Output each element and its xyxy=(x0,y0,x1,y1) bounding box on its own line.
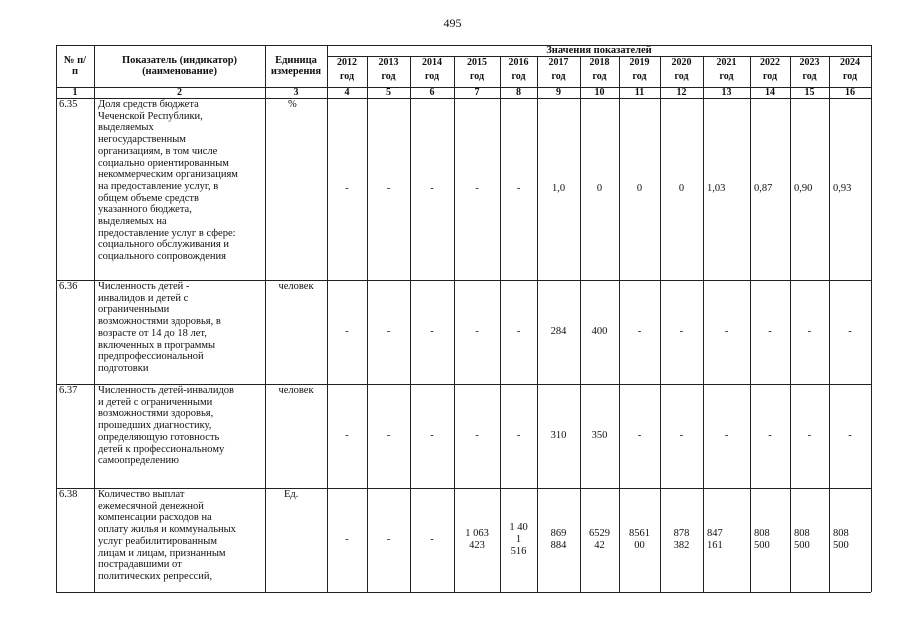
value-cell xyxy=(580,98,619,280)
grid-line xyxy=(56,488,871,489)
value-text: - xyxy=(807,430,812,442)
row-indicator xyxy=(94,488,265,592)
year-value: 2023 xyxy=(799,57,820,68)
grid-line xyxy=(500,56,501,592)
value-text: 1,0 xyxy=(551,183,566,195)
value-cell xyxy=(454,280,500,384)
year-suffix: год xyxy=(511,71,526,82)
year-header xyxy=(703,58,750,87)
indicator-line: определяющую готовность xyxy=(98,431,220,443)
value-text: 0 xyxy=(596,183,603,195)
year-header xyxy=(327,58,367,87)
indicator-line: услуг реабилитированным xyxy=(98,535,217,547)
indicator-line: Численность детей-инвалидов xyxy=(98,385,235,396)
value-text: - xyxy=(807,326,812,338)
value-text: - xyxy=(679,430,684,442)
year-header xyxy=(454,58,500,87)
value-cell xyxy=(660,384,703,488)
indicator-line: возможностями здоровья, xyxy=(98,408,214,420)
value-cell xyxy=(500,98,537,280)
value-text: - xyxy=(637,326,642,338)
value-cell xyxy=(829,98,871,280)
page-number: 495 xyxy=(443,16,462,30)
indicator-line: возможностями здоровья, в xyxy=(98,316,221,328)
value-text: 847 161 xyxy=(707,528,723,551)
value-text: 0,90 xyxy=(794,183,813,195)
value-text: - xyxy=(768,430,772,442)
value-text: 0,87 xyxy=(754,183,773,195)
year-header xyxy=(410,58,454,87)
grid-line xyxy=(829,56,830,592)
column-number: 2 xyxy=(177,87,182,98)
year-suffix: год xyxy=(762,71,778,82)
value-text: - xyxy=(768,326,772,338)
value-cell xyxy=(750,280,790,384)
column-number: 10 xyxy=(594,87,605,98)
grid-line xyxy=(750,56,751,592)
header-number-label: № п/п xyxy=(63,55,87,77)
row-number: 6.35 xyxy=(59,99,78,110)
value-cell xyxy=(500,280,537,384)
row-unit: % xyxy=(288,99,297,110)
year-suffix: год xyxy=(719,71,734,82)
value-text: - xyxy=(475,326,479,338)
row-number: 6.37 xyxy=(59,385,78,396)
indicator-line: компенсации расходов на xyxy=(98,512,212,524)
indicator-line: возрасте от 14 до 18 лет, xyxy=(98,327,207,339)
row-unit: Ед. xyxy=(284,489,299,500)
grid-line xyxy=(56,280,871,281)
value-text: - xyxy=(848,326,852,338)
value-cell xyxy=(410,280,454,384)
value-text: - xyxy=(475,183,479,195)
value-cell xyxy=(367,384,410,488)
indicator-line: детей к профессиональному xyxy=(98,443,225,455)
value-cell xyxy=(790,280,829,384)
indicator-line: предпрофессиональной xyxy=(98,351,204,363)
row-indicator xyxy=(94,280,265,384)
column-number: 9 xyxy=(556,87,561,98)
column-number: 5 xyxy=(386,87,391,98)
year-value: 2012 xyxy=(337,57,357,68)
indicator-line: общем объеме средств xyxy=(98,192,199,204)
row-unit: человек xyxy=(278,385,314,396)
value-text: 0,93 xyxy=(833,183,852,195)
value-cell xyxy=(537,488,580,592)
year-header xyxy=(660,58,703,87)
year-value: 2018 xyxy=(589,57,610,68)
indicator-line: лицам и лицам, признанным xyxy=(98,547,226,559)
year-header xyxy=(790,58,829,87)
column-number: 3 xyxy=(293,87,299,98)
value-text: 1 063 423 xyxy=(465,528,489,551)
column-number: 16 xyxy=(845,87,855,98)
grid-line xyxy=(410,56,411,592)
value-cell xyxy=(580,384,619,488)
value-text: - xyxy=(679,326,684,338)
value-cell xyxy=(410,384,454,488)
indicator-line: социального сопровождения xyxy=(98,251,226,263)
year-value: 2017 xyxy=(548,57,569,68)
value-cell xyxy=(829,384,871,488)
column-number: 11 xyxy=(634,87,645,98)
indicator-line: включенных в программы xyxy=(98,339,216,351)
grid-line xyxy=(56,98,871,99)
year-suffix: год xyxy=(802,71,817,82)
value-cell xyxy=(790,98,829,280)
row-number: 6.36 xyxy=(59,281,78,292)
year-suffix: год xyxy=(842,71,858,82)
indicator-line: прошедших диагностику, xyxy=(98,420,212,432)
indicator-line: ограниченными xyxy=(98,304,170,316)
value-text: - xyxy=(516,430,521,442)
value-cell xyxy=(500,384,537,488)
year-header xyxy=(580,58,619,87)
indicator-line: и детей с ограниченными xyxy=(98,396,213,408)
indicator-line: пострадавшими от xyxy=(98,559,182,571)
indicator-line: ежемесячной денежной xyxy=(98,500,204,512)
indicator-line: негосударственным xyxy=(98,134,186,146)
value-text: 8561 00 xyxy=(629,528,650,551)
column-number: 14 xyxy=(765,87,775,98)
year-value: 2014 xyxy=(422,57,442,68)
grid-line xyxy=(703,56,704,592)
value-cell xyxy=(703,488,750,592)
column-number: 7 xyxy=(474,87,480,98)
year-suffix: год xyxy=(592,71,607,82)
value-text: 0 xyxy=(636,183,643,195)
indicator-line: Чеченской Республики, xyxy=(98,110,203,122)
value-cell xyxy=(660,98,703,280)
value-cell xyxy=(660,488,703,592)
value-cell xyxy=(580,280,619,384)
value-text: 1 40 1 516 xyxy=(509,522,528,557)
column-number: 6 xyxy=(429,87,435,98)
year-header xyxy=(829,58,871,87)
value-cell xyxy=(829,280,871,384)
value-cell xyxy=(454,98,500,280)
grid-line xyxy=(454,56,455,592)
grid-line xyxy=(660,56,661,592)
value-text: - xyxy=(430,534,434,546)
value-text: 808 500 xyxy=(754,528,770,551)
year-value: 2015 xyxy=(467,57,487,68)
value-text: - xyxy=(345,326,349,338)
value-cell xyxy=(750,98,790,280)
grid-line xyxy=(790,56,791,592)
grid-line xyxy=(327,45,328,592)
indicator-line: некоммерческим организациям xyxy=(98,169,238,181)
value-text: - xyxy=(345,534,349,546)
value-cell xyxy=(619,280,660,384)
value-text: - xyxy=(516,326,521,338)
grid-line xyxy=(56,384,871,385)
row-number: 6.38 xyxy=(59,489,78,500)
value-text: - xyxy=(848,430,852,442)
value-text: - xyxy=(430,326,434,338)
value-text: - xyxy=(430,183,434,195)
value-cell xyxy=(327,98,367,280)
grid-line xyxy=(56,87,871,88)
year-value: 2020 xyxy=(671,57,692,68)
row-indicator xyxy=(94,384,265,488)
year-header xyxy=(367,58,410,87)
year-value: 2022 xyxy=(760,57,780,68)
value-text: 878 382 xyxy=(673,528,690,551)
value-text: - xyxy=(724,430,729,442)
value-text: 1,03 xyxy=(707,183,726,195)
value-cell xyxy=(703,384,750,488)
value-cell xyxy=(703,98,750,280)
indicator-line: Количество выплат xyxy=(98,489,185,500)
grid-line xyxy=(871,45,872,592)
value-cell xyxy=(619,384,660,488)
year-suffix: год xyxy=(381,71,396,82)
value-text: - xyxy=(637,430,642,442)
value-text: 310 xyxy=(550,430,567,442)
value-cell xyxy=(790,488,829,592)
value-cell xyxy=(367,280,410,384)
grid-line xyxy=(56,45,871,46)
value-cell xyxy=(454,384,500,488)
indicator-line: подготовки xyxy=(98,362,149,374)
column-number: 1 xyxy=(72,87,78,98)
year-value: 2019 xyxy=(629,57,650,68)
indicator-line: инвалидов и детей с xyxy=(98,292,189,304)
value-cell xyxy=(410,488,454,592)
value-text: - xyxy=(516,183,521,195)
indicator-line: выделяемых xyxy=(98,122,154,134)
value-cell xyxy=(580,488,619,592)
value-text: - xyxy=(386,430,391,442)
indicator-line: социального обслуживания и xyxy=(98,239,229,251)
value-cell xyxy=(537,98,580,280)
year-header xyxy=(500,58,537,87)
header-values-label: Значения показателей xyxy=(546,45,652,56)
value-cell xyxy=(619,488,660,592)
value-cell xyxy=(367,98,410,280)
grid-line xyxy=(367,56,368,592)
year-suffix: год xyxy=(424,71,440,82)
value-cell xyxy=(537,384,580,488)
grid-line xyxy=(265,45,266,592)
value-text: - xyxy=(345,430,349,442)
year-value: 2021 xyxy=(716,57,737,68)
value-text: 400 xyxy=(591,326,608,338)
header-unit-label: Единица измерения xyxy=(270,55,322,77)
value-text: 808 500 xyxy=(833,528,849,551)
value-text: - xyxy=(724,326,729,338)
value-text: 6529 42 xyxy=(589,528,610,551)
value-text: 869 884 xyxy=(550,528,567,551)
header-indicator-label: Показатель (индикатор) (наименование) xyxy=(121,55,238,77)
indicator-line: предоставление услуг в сфере: xyxy=(98,227,236,239)
indicator-line: социально ориентированным xyxy=(98,157,229,169)
value-cell xyxy=(500,488,537,592)
value-cell xyxy=(454,488,500,592)
column-number: 4 xyxy=(344,87,350,98)
year-suffix: год xyxy=(551,71,566,82)
grid-line xyxy=(94,45,95,592)
year-suffix: год xyxy=(674,71,689,82)
value-cell xyxy=(750,384,790,488)
indicator-line: на предоставление услуг, в xyxy=(98,180,219,192)
year-suffix: год xyxy=(339,71,355,82)
value-text: 808 500 xyxy=(794,528,810,551)
grid-line xyxy=(56,45,57,592)
year-suffix: год xyxy=(632,71,647,82)
indicator-line: указанного бюджета, xyxy=(98,204,192,216)
year-header xyxy=(750,58,790,87)
value-cell xyxy=(790,384,829,488)
year-value: 2024 xyxy=(840,57,860,68)
year-header xyxy=(619,58,660,87)
value-cell xyxy=(750,488,790,592)
grid-line xyxy=(537,56,538,592)
year-value: 2016 xyxy=(508,57,529,68)
value-text: - xyxy=(386,326,391,338)
year-value: 2013 xyxy=(378,57,399,68)
grid-line xyxy=(580,56,581,592)
indicator-line: оплату жилья и коммунальных xyxy=(98,524,236,536)
indicator-line: политических репрессий, xyxy=(98,570,213,582)
column-number: 12 xyxy=(676,87,687,98)
grid-line xyxy=(56,592,871,593)
indicator-line: организациям, в том числе xyxy=(98,145,218,157)
indicator-line: самоопределению xyxy=(98,455,179,467)
row-indicator xyxy=(94,98,265,280)
grid-line xyxy=(619,56,620,592)
value-cell xyxy=(367,488,410,592)
value-text: 284 xyxy=(550,326,567,338)
indicator-line: Численность детей - xyxy=(98,281,190,292)
value-text: 350 xyxy=(591,430,608,442)
column-number: 15 xyxy=(804,87,815,98)
value-cell xyxy=(660,280,703,384)
column-number: 13 xyxy=(721,87,732,98)
value-text: - xyxy=(430,430,434,442)
value-cell xyxy=(703,280,750,384)
value-cell xyxy=(619,98,660,280)
value-cell xyxy=(327,280,367,384)
indicator-line: Доля средств бюджета xyxy=(98,99,199,110)
value-cell xyxy=(537,280,580,384)
column-number: 8 xyxy=(516,87,521,98)
row-unit: человек xyxy=(278,281,314,292)
value-cell xyxy=(327,488,367,592)
year-header xyxy=(537,58,580,87)
value-text: - xyxy=(386,534,391,546)
year-suffix: год xyxy=(469,71,485,82)
value-text: 0 xyxy=(678,183,685,195)
value-text: - xyxy=(386,183,391,195)
value-cell xyxy=(829,488,871,592)
value-text: - xyxy=(475,430,479,442)
value-cell xyxy=(327,384,367,488)
value-text: - xyxy=(345,183,349,195)
value-cell xyxy=(410,98,454,280)
indicator-line: выделяемых на xyxy=(98,216,167,228)
